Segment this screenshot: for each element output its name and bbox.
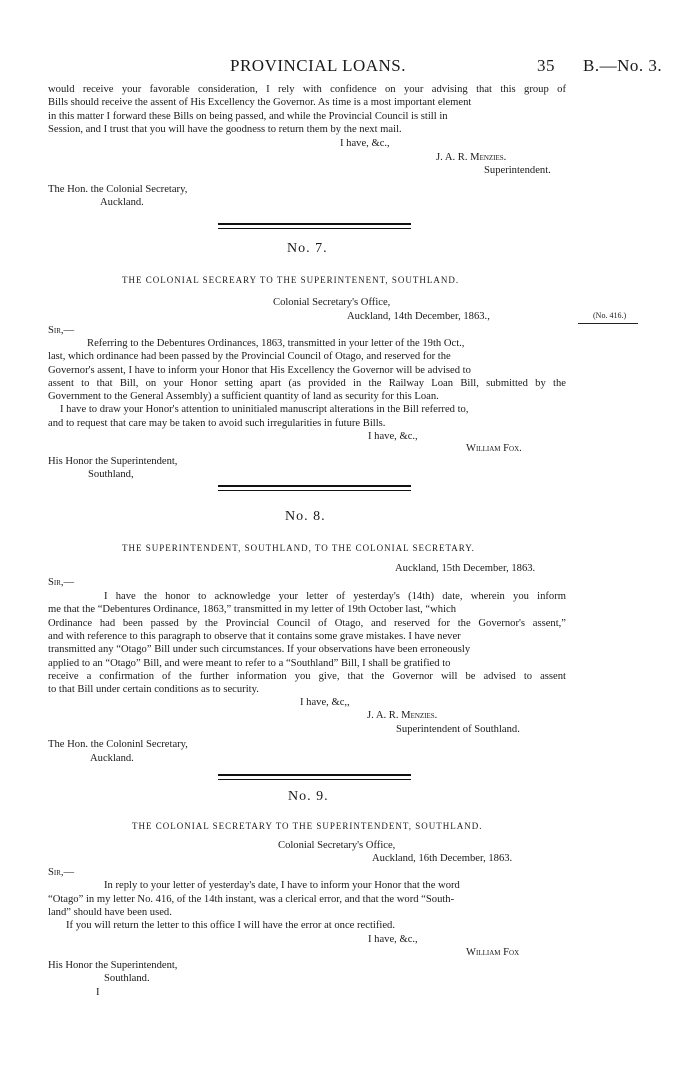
paragraph-line: me that the “Debentures Ordinance, 1863,” transmitted in my letter of 19th October last, “which	[48, 604, 457, 615]
salutation: Sir,—	[48, 325, 75, 336]
paragraph-line: and with reference to this paragraph to observe that it contains some grave mistakes. I have never	[48, 631, 461, 642]
section-divider	[218, 228, 411, 229]
section-divider	[218, 774, 411, 776]
paragraph-line: Ordinance had been passed by the Provincial Council of Otago, and reserved for the Governor's assent,”	[48, 618, 566, 629]
place-date: Auckland, 14th December, 1863.,	[347, 311, 490, 322]
margin-reference: (No. 416.)	[593, 311, 627, 320]
paragraph-line: in this matter I forward these Bills on being passed, and while the Provincial Council is still in	[48, 111, 448, 122]
signature: J. A. R. Menzies.	[367, 710, 438, 721]
page-title: PROVINCIAL LOANS.	[230, 56, 406, 75]
signer-title: Superintendent of Southland.	[396, 724, 520, 735]
addressee: The Hon. the Coloninl Secretary,	[48, 739, 188, 750]
paragraph-line: and to request that care may be taken to avoid such irregularities in future Bills.	[48, 418, 386, 429]
paragraph-line: In reply to your letter of yesterday's date, I have to inform your Honor that the word	[104, 880, 460, 891]
letter-heading: THE COLONIAL SECREARY TO THE SUPERINTENENT, SOUTHLAND.	[122, 275, 460, 285]
salutation: Sir,—	[48, 867, 75, 878]
closing: I have, &c.,	[368, 934, 418, 945]
paragraph-line: Government to the General Assembly) a sufficient quantity of land as security for this Loan.	[48, 391, 439, 402]
place-date: Auckland, 16th December, 1863.	[372, 853, 513, 864]
paragraph-line: Governor's assent, I have to inform your Honor that His Excellency the Governor will be advised to	[48, 365, 471, 376]
addressee: His Honor the Superintendent,	[48, 960, 178, 971]
signature: William Fox	[466, 947, 520, 958]
section-divider	[218, 485, 411, 487]
section-divider	[218, 490, 411, 491]
letter-number: No. 8.	[285, 509, 326, 524]
letter-heading: THE SUPERINTENDENT, SOUTHLAND, TO THE COLONIAL SECRETARY.	[122, 543, 475, 553]
signature: J. A. R. Menzies.	[436, 152, 507, 163]
page-number: 35	[537, 56, 555, 75]
paragraph-line: land” should have been used.	[48, 907, 172, 918]
letter-heading: THE COLONIAL SECRETARY TO THE SUPERINTENDENT, SOUTHLAND.	[132, 821, 483, 831]
paragraph-line: Bills should receive the assent of His Excellency the Governor. As time is a most important element	[48, 97, 472, 108]
place-date: Auckland, 15th December, 1863.	[395, 563, 536, 574]
paragraph-line: I have the honor to acknowledge your letter of yesterday's (14th) date, wherein you inform	[104, 591, 566, 602]
paragraph-line: applied to an “Otago” Bill, and were meant to refer to a “Southland” Bill, I shall be gratified to	[48, 658, 451, 669]
addressee-place: Auckland.	[100, 197, 144, 208]
signer-title: Superintendent.	[484, 165, 551, 176]
paragraph-line: I have to draw your Honor's attention to uninitialed manuscript alterations in the Bill referred to,	[60, 404, 469, 415]
office: Colonial Secretary's Office,	[273, 297, 391, 308]
paragraph-line: last, which ordinance had been passed by the Provincial Council of Otago, and reserved for the	[48, 351, 451, 362]
paragraph-line: transmitted any “Otago” Bill under such circumstances. If your observations have been erroneously	[48, 644, 471, 655]
paragraph-line: Session, and I trust that you will have the goodness to return them by the next mail.	[48, 124, 402, 135]
addressee: His Honor the Superintendent,	[48, 456, 178, 467]
closing: I have, &c,,	[300, 697, 350, 708]
closing: I have, &c.,	[368, 431, 418, 442]
paragraph-line: assent to that Bill, on your Honor setting apart (as provided in the Railway Loan Bill, submitted by the	[48, 378, 566, 389]
letter-number: No. 9.	[288, 789, 329, 804]
closing: I have, &c.,	[340, 138, 390, 149]
addressee-place: Southland,	[88, 469, 134, 480]
paragraph-line: “Otago” in my letter No. 416, of the 14th instant, was a clerical error, and that the word “South-	[48, 894, 455, 905]
section-divider	[218, 223, 411, 225]
letter-number: No. 7.	[287, 241, 328, 256]
signature: William Fox.	[466, 443, 522, 454]
salutation: Sir,—	[48, 577, 75, 588]
paragraph-line: receive a confirmation of the further information you give, that the Governor will be advised to assent	[48, 671, 566, 682]
paragraph-line: If you will return the letter to this office I will have the error at once rectified.	[66, 920, 395, 931]
addressee: The Hon. the Colonial Secretary,	[48, 184, 188, 195]
document-reference: B.—No. 3.	[583, 56, 663, 75]
addressee-place: Auckland.	[90, 753, 134, 764]
paragraph-line: to that Bill under certain conditions as to security.	[48, 684, 259, 695]
signature-mark: I	[96, 987, 100, 998]
section-divider	[218, 779, 411, 780]
paragraph-line: would receive your favorable consideration, I rely with confidence on your advising that this group of	[48, 84, 566, 95]
addressee-place: Southland.	[104, 973, 150, 984]
paragraph-line: Referring to the Debentures Ordinances, 1863, transmitted in your letter of the 19th Oct.,	[87, 338, 465, 349]
office: Colonial Secretary's Office,	[278, 840, 396, 851]
margin-reference-underline	[578, 323, 638, 324]
